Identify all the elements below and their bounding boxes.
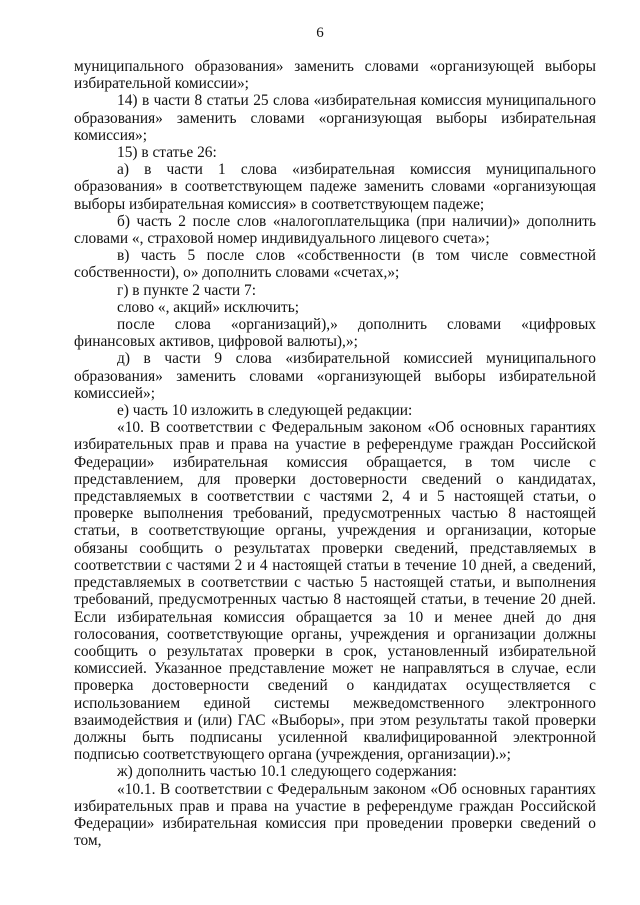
paragraph-continuation: муниципального образования» заменить словами «организующей выборы избирательной комиссии»;: [74, 58, 596, 93]
paragraph-item-15v: в) часть 5 после слов «собственности (в том числе совместной собственности), о» дополнить словами «счетах,»;: [74, 247, 596, 282]
page-number: 6: [316, 25, 324, 41]
paragraph-item-15g: г) в пункте 2 части 7:: [117, 281, 256, 299]
paragraph-item-15d: д) в части 9 слова «избирательной комиссией муниципального образования» заменить словами «организующей выборы избирательной комиссией»;: [74, 350, 596, 402]
paragraph-item-15g-word: слово «, акций» исключить;: [117, 298, 299, 316]
paragraph-item-15b: б) часть 2 после слов «налогоплательщика (при наличии)» дополнить словами «, страховой номер индивидуального лицевого счета»;: [74, 212, 596, 248]
paragraph-part-10-text: «10. В соответствии с Федеральным законом «Об основных гарантиях избирательных прав и права на участие в референдуме граждан Российской Федерации» избирательная комиссия обращается, в том числе с представлением, для проверки достоверности сведений о кандидатах, представляемых в соответствии с частями 2, 4 и 5 настоящей статьи, о проверке выполнения требований, предусмотренных частью 8 настоящей статьи, в соответствующие органы, учреждения и организации, которые обязаны сообщить о результатах проверки сведений, представляемых в соответствии с частями 2 и 4 настоящей статьи в течение 10 дней, а сведений, представляемых в соответствии с частью 5 настоящей статьи, и выполнения требований, предусмотренных частью 8 настоящей статьи, в течение 20 дней. Если избирательная комиссия обращается за 10 и менее дней до дня голосования, соответствующие органы, учреждения и организации должны сообщить о результатах проверки в срок, установленный избирательной комиссией. Указанное представление может не направляться в случае, если проверка достоверности сведений о кандидатах осуществляется с использованием единой системы межведомственного электронного взаимодействия и (или) ГАС «Выборы», при этом результаты такой проверки должны быть подписаны усиленной квалифицированной электронной подписью соответствующего органа (учреждения, организации).»;: [74, 419, 596, 764]
paragraph-part-10-1-text: «10.1. В соответствии с Федеральным законом «Об основных гарантиях избирательных прав и права на участие в референдуме граждан Российской Федерации» избирательная комиссия при проведении проверки сведений о том,: [74, 780, 596, 850]
paragraph-item-15a: а) в части 1 слова «избирательная комиссия муниципального образования» в соответствующем падеже заменить словами «организующая выборы избирательная комиссия» в соответствующем падеже;: [74, 161, 596, 213]
paragraph-item-15e: е) часть 10 изложить в следующей редакции:: [117, 402, 413, 420]
paragraph-item-15g-after: после слова «организаций),» дополнить словами «цифровых финансовых активов, цифровой валюты),»;: [74, 316, 596, 351]
paragraph-item-15zh: ж) дополнить частью 10.1 следующего содержания:: [117, 763, 457, 781]
document-body: [74, 58, 596, 849]
paragraph-item-14: 14) в части 8 статьи 25 слова «избирательная комиссия муниципального образования» заменить словами «организующая выборы избирательная комиссия»;: [74, 92, 596, 144]
paragraph-item-15: 15) в статье 26:: [117, 144, 217, 162]
